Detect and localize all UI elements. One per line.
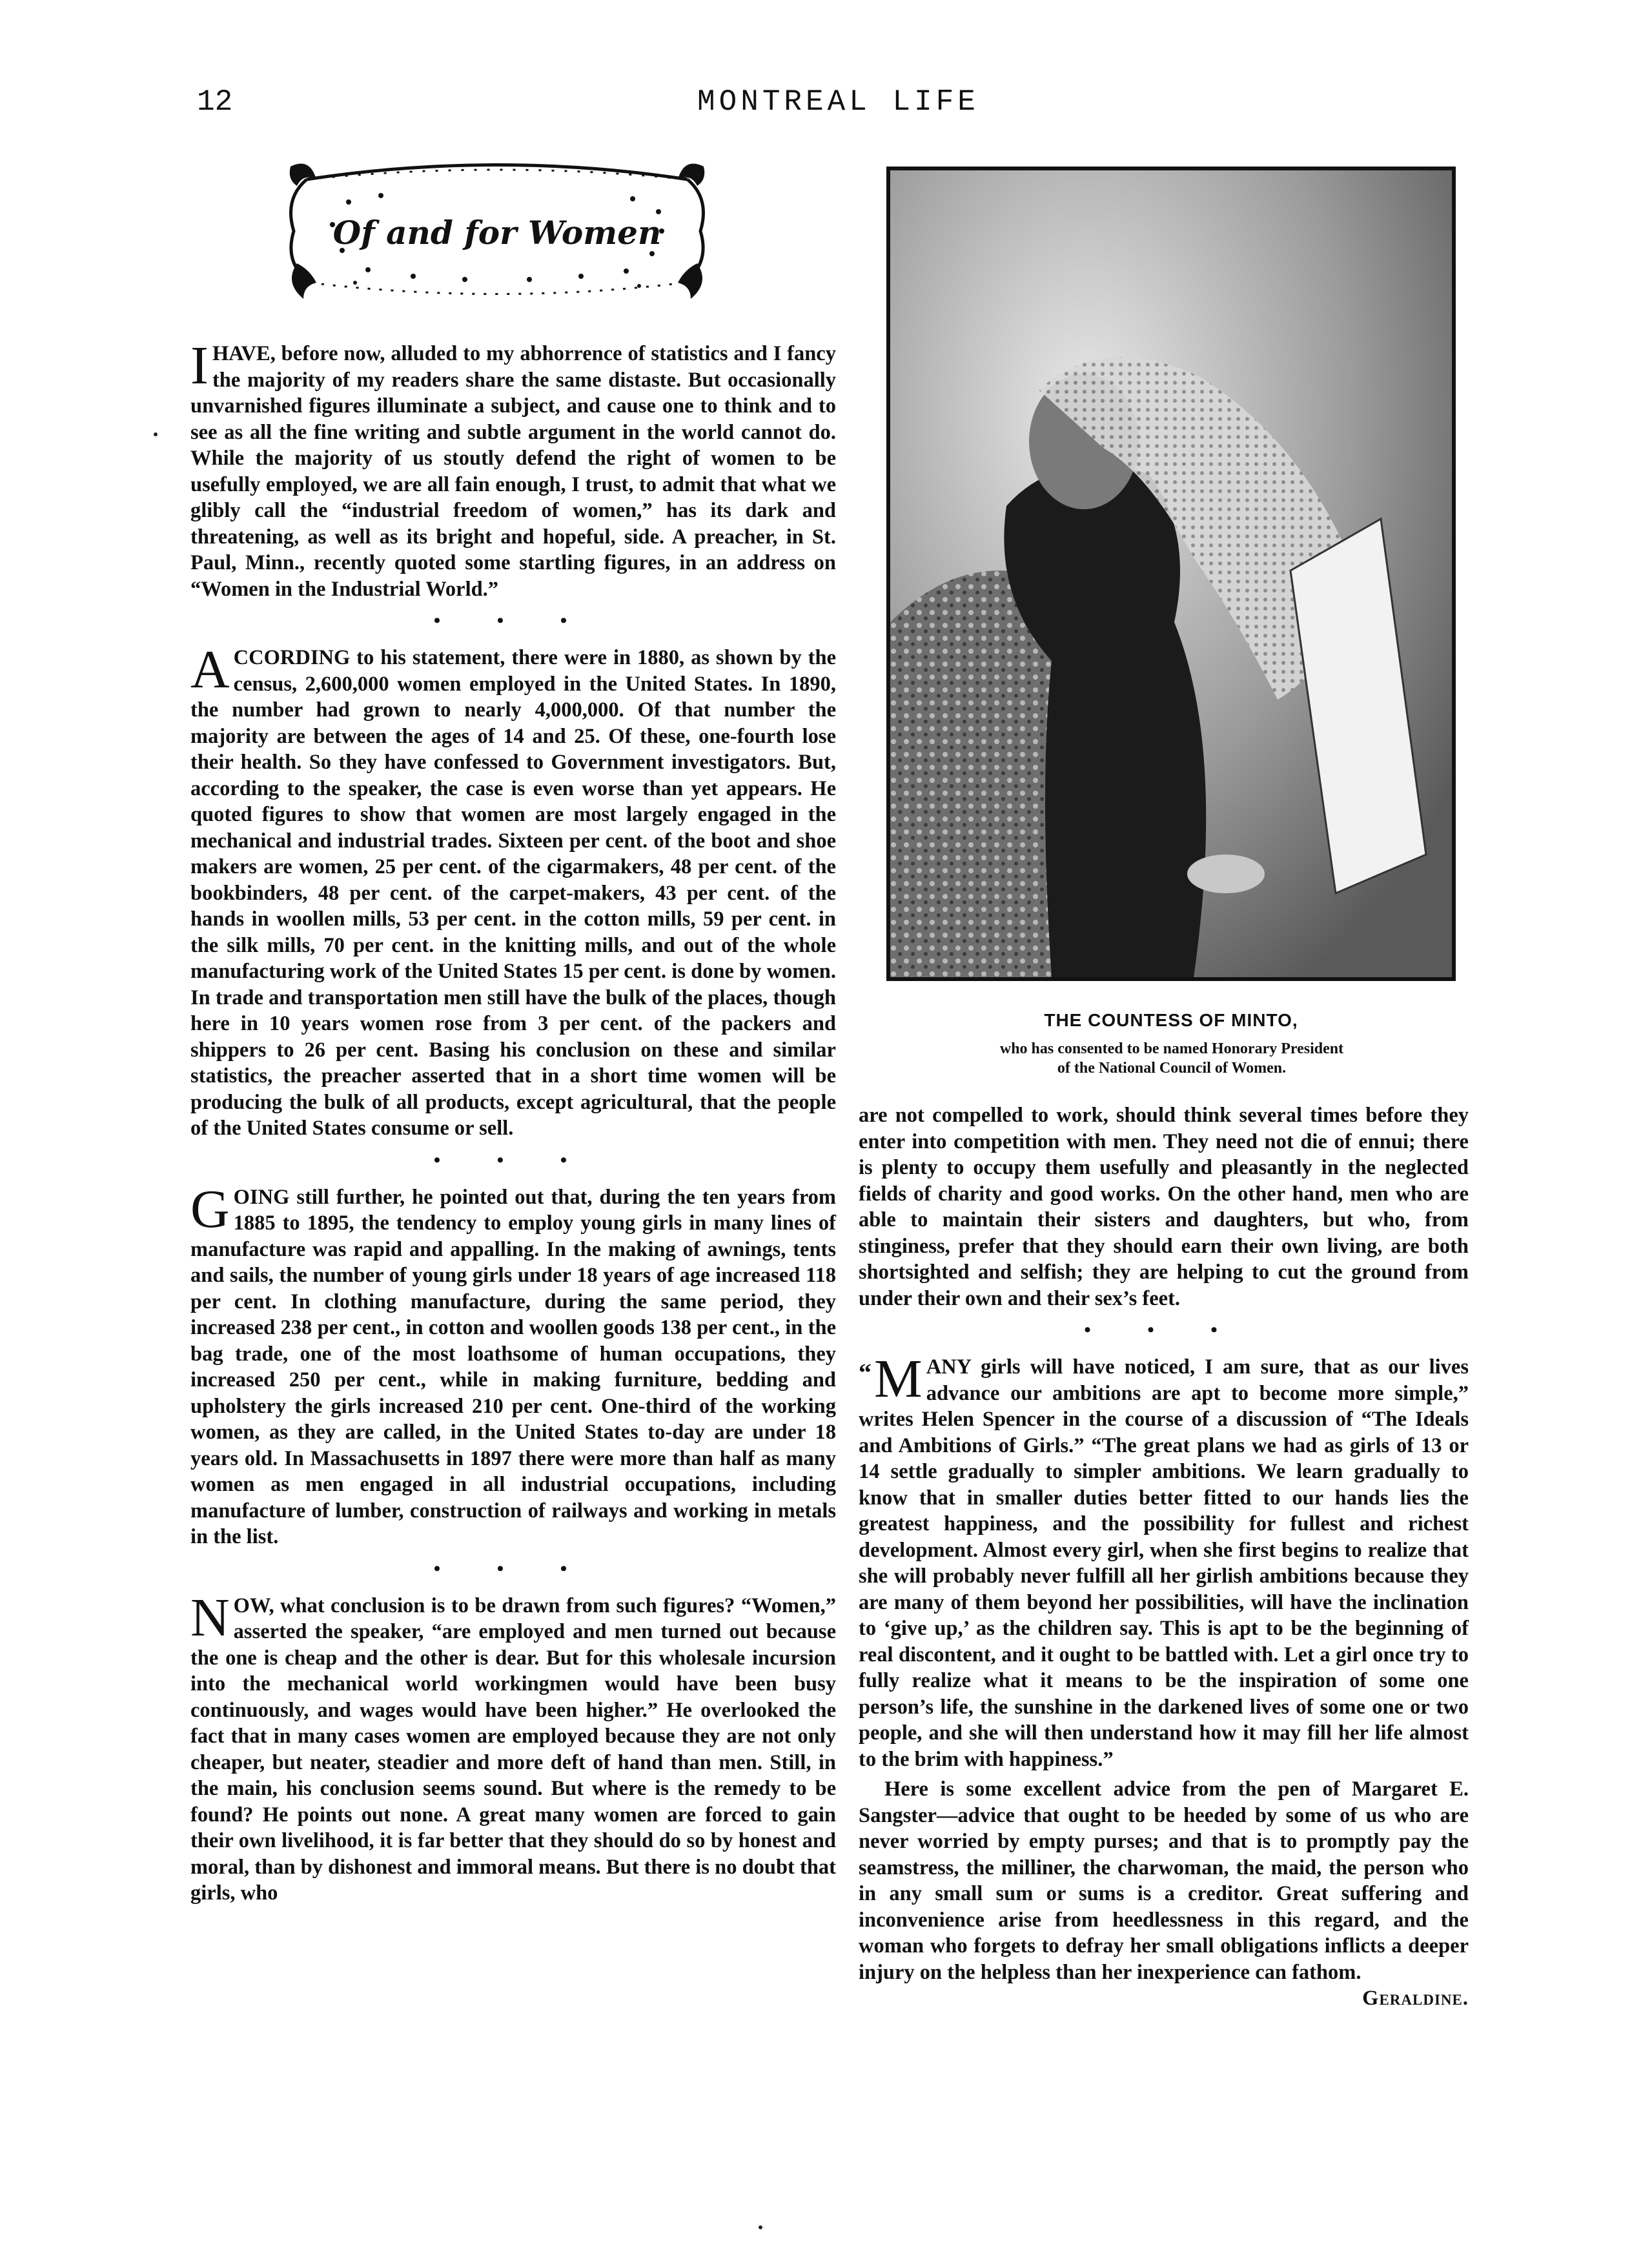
- paragraph-text: OW, what conclusion is to be drawn from such figures? “Women,” asserted the speaker, “are employed and men turned out because the one is cheap and the other is dear. But for this wholesale incursion into the mechanical world workingmen would have been busy continuously, and wages would have been higher.” He overlooked the fact that in many cases women are employed because they are not only cheaper, but neater, steadier and more deft of hand than men. Still, in the main, his conclusion seems sound. But where is the remedy to be found? He points out none. A great many women are forced to gain their own livelihood, it is far better that they should do so by honest and moral, than by dishonest and immoral means. But there is no doubt that girls, who: [190, 1594, 836, 1905]
- article-paragraph-4: [190, 1587, 836, 1907]
- article-paragraph-5: are not compelled to work, should think several times before they enter into competition with men. They need not die of ennui; there is plenty to occupy them usefully and pleasantly in the neglected fields of charity and good works. On the other hand, men who are able to maintain their sisters and daughters, but who, from stinginess, prefer that they should earn their own living, are both shortsighted and selfish; they are helping to cut the ground from under their own and their sex’s feet.: [859, 1104, 1469, 1310]
- paragraph-text: CCORDING to his statement, there were in 1880, as shown by the census, 2,600,000 women employed in the United States. In 1890, the number had grown to nearly 4,000,000. Of that number the majority are between the ages of 14 and 25. Of these, one-fourth lose their health. So they have confessed to Government investigators. But, according to the speaker, the case is even worse than yet appears. He quoted figures to show that women are most largely engaged in the mechanical and industrial trades. Sixteen per cent. of the boot and shoe makers are women, 25 per cent. of the cigarmakers, 48 per cent. of the bookbinders, 48 per cent. of the carpet-makers, 43 per cent. of the hands in woollen mills, 53 per cent. in the cotton mills, 59 per cent. in the silk mills, 70 per cent. in the knitting mills, and out of the whole manufacturing work of the United States 15 per cent. is done by women. In trade and transportation men still have the bulk of the places, though here in 10 years women rose from 3 per cent. of the packers and shippers to 26 per cent. Basing his conclusion on these and similar statistics, the preacher asserted that in a short time women will be producing the bulk of all products, except agricultural, that the people of the United States consume or sell.: [190, 646, 836, 1140]
- page-number: 12: [197, 85, 233, 119]
- drop-cap: A: [190, 640, 230, 700]
- column-heading: Of and for Women: [332, 214, 662, 252]
- paragraph-text: OING still further, he pointed out that, during the ten years from 1885 to 1895, the tendency to employ young girls in many lines of manufacture was rapid and appalling. In the making of awnings, tents and sails, the number of young girls under 18 years of age increased 118 per cent. In clothing manufacture, during the same period, they increased 238 per cent., in cotton and woollen goods 138 per cent., in the bag trade, one of the most loathsome of human occupations, they increased 250 per cent., while in making furniture, bedding and upholstery the girls increased 210 per cent. One-third of the working women, as they are called, in the United States to-day are under 18 years old. In Massachusetts in 1897 there were more than half as many women as men engaged in all industrial occupations, including manufacture of lumber, construction of railways and working in metals in the list.: [190, 1185, 836, 1548]
- right-column: [859, 1102, 1469, 2012]
- print-speck: [759, 2225, 762, 2229]
- section-divider: • • •: [1084, 1319, 1243, 1341]
- drop-cap: N: [190, 1587, 230, 1648]
- left-column: [190, 336, 836, 1910]
- hand: [1187, 855, 1265, 893]
- author-signature: Geraldine.: [1362, 1987, 1469, 2010]
- portrait-illustration: [890, 170, 1452, 977]
- paragraph-text: ANY girls will have noticed, I am sure, that as our lives advance our ambitions are apt to become more simple,” writes Helen Spencer in the course of a discussion of “The Ideals and Ambitions of Girls.” “The great plans we had as girls of 13 or 14 settle gradually to simpler ambitions. We learn gradually to know that in smaller duties better fitted to our hands lies the greatest happiness, and the possibility for fullest and richest development. Almost every girl, when she first begins to realize that she will probably never fulfill all her girlish ambitions because they are many of them beyond her possibilities, will have the inclination to ‘give up,’ as the children say. This is apt to be the beginning of real discontent, and it ought to be battled with. Let a girl once try to fully realize what it means to be the inspiration of some one person’s life, the sunshine in the darkened lives of some one or two people, and she will then understand how it may fill her life almost to the brim with happiness.”: [859, 1355, 1469, 1771]
- opening-quote: “: [859, 1358, 872, 1387]
- section-divider: • • •: [433, 610, 593, 631]
- drop-cap: G: [190, 1179, 230, 1239]
- column-heading-ornament: [271, 154, 723, 305]
- paragraph-text: HAVE, before now, alluded to my abhorrence of statistics and I fancy the majority of my readers share the same distaste. But occasionally unvarnished figures illuminate a subject, and cause one to think and to see as all the fine writing and subtle argument in the world cannot do. While the majority of us stoutly defend the right of women to be usefully employed, we are all fain enough, I trust, to admit that what we glibly call the “industrial freedom of women,” has its dark and threatening, as well as its bright and hopeful, side. A preacher, in St. Paul, Minn., recently quoted some startling figures, in an address on “Women in the Industrial World.”: [190, 342, 836, 601]
- running-head: MONTREAL LIFE: [697, 85, 979, 119]
- article-paragraph-6: [859, 1349, 1469, 1772]
- caption-line: of the National Council of Women.: [1057, 1060, 1287, 1077]
- article-paragraph-2: [190, 640, 836, 1142]
- drop-cap: I: [190, 336, 209, 396]
- article-paragraph-1: [190, 336, 836, 602]
- drop-cap: M: [874, 1349, 923, 1409]
- photo-caption-subtitle: [917, 1039, 1427, 1078]
- section-divider: • • •: [433, 1149, 593, 1171]
- paragraph-text: Here is some excellent advice from the pen of Margaret E. Sangster—advice that ought to be heeded by some of us who are never worried by empty purses; and that is to promptly pay the seamstress, the milliner, the charwoman, the maid, the person who in any small sum or sums is a creditor. Great suffering and inconvenience arise from heedlessness in this regard, and the woman who forgets to defray her small obligations inflicts a deeper injury on the helpless than her inexperience can fathom.: [859, 1777, 1469, 1984]
- caption-line: who has consented to be named Honorary President: [999, 1040, 1344, 1057]
- article-paragraph-3: [190, 1179, 836, 1550]
- photo-caption-title: THE COUNTESS OF MINTO,: [1044, 1010, 1298, 1030]
- countess-portrait-photo: [886, 167, 1456, 981]
- section-divider: • • •: [433, 1557, 593, 1579]
- article-paragraph-7: [859, 1776, 1469, 2010]
- print-speck: [154, 432, 158, 436]
